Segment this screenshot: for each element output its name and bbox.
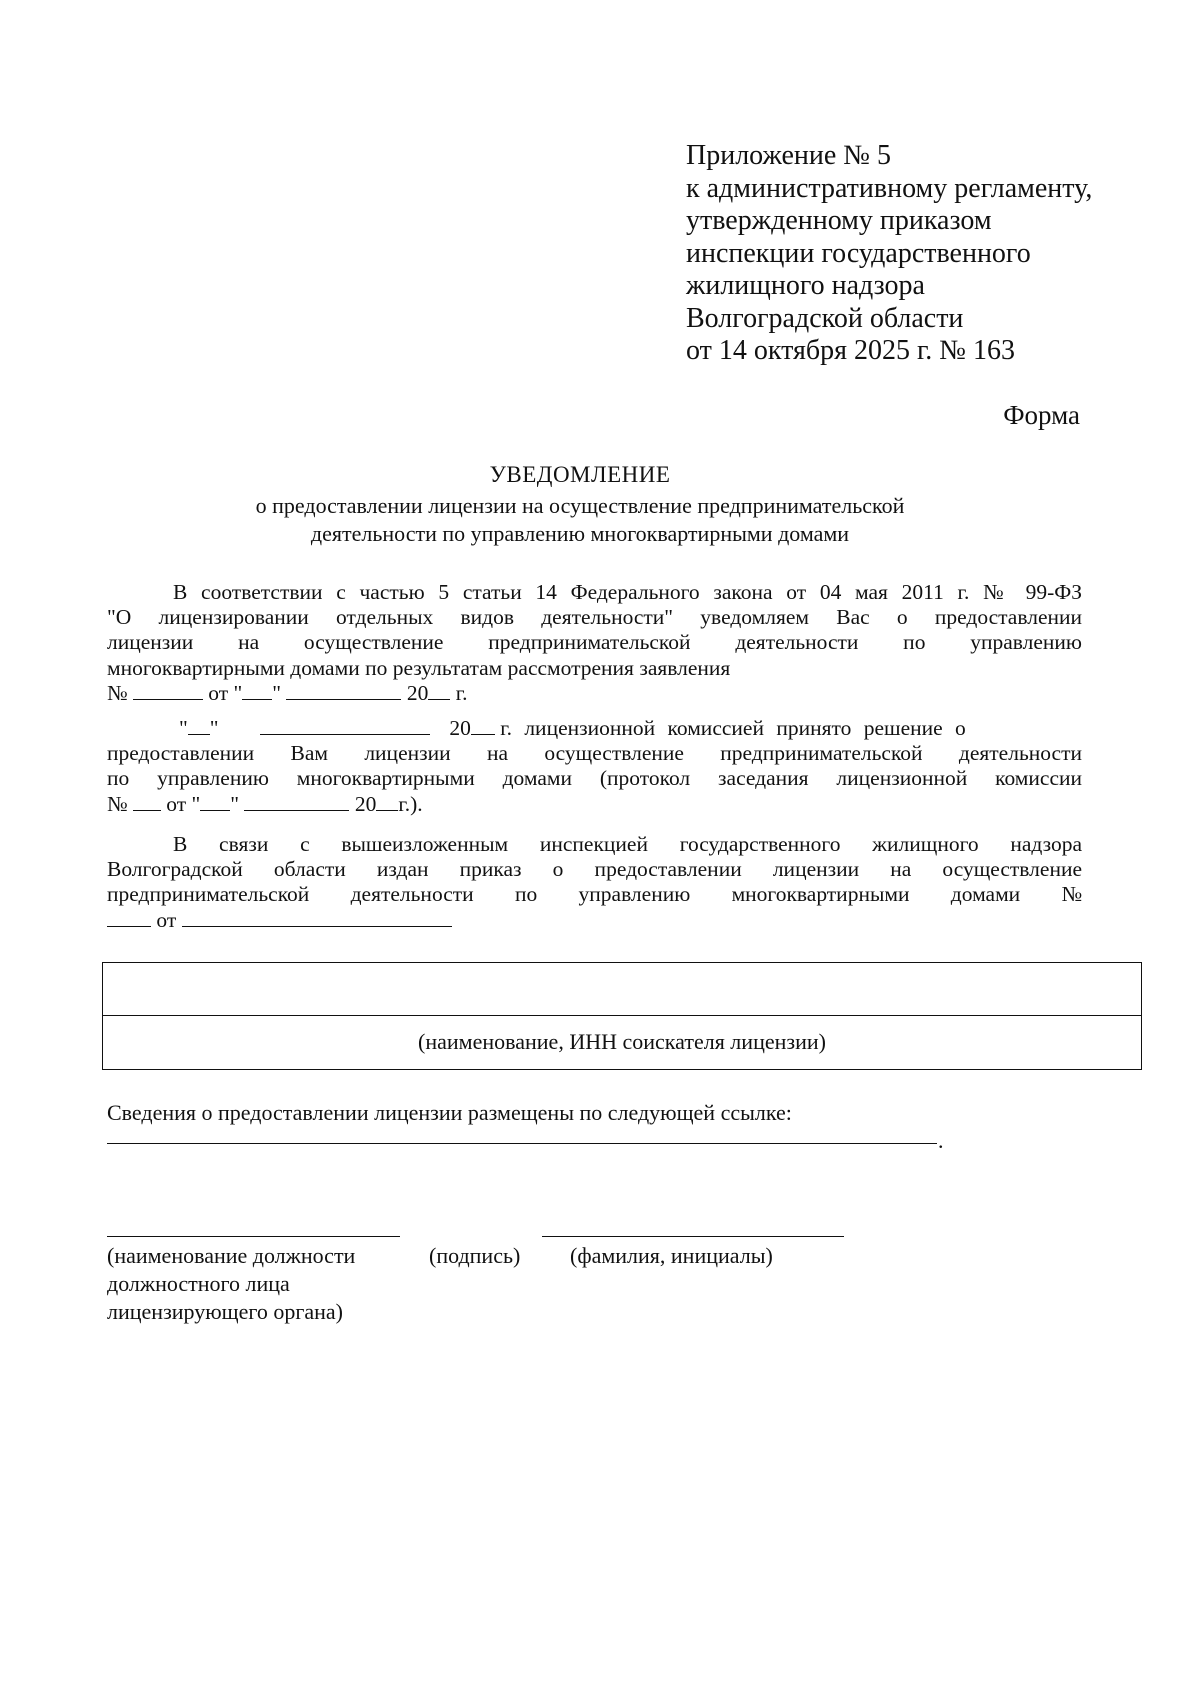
p2-line-2: предоставлении Вам лицензии на осуществление предпринимательской деятельности [107,741,1082,766]
p1-line-3: лицензии на осуществление предпринимательской деятельности по управлению [107,630,1082,655]
quote-close: " [272,680,282,705]
number-sign: № [107,791,128,816]
from-label: от [156,907,177,932]
p2-line-4 [107,792,1082,817]
name-signature-line[interactable] [542,1236,844,1237]
number-sign: № [107,680,128,705]
paragraph-1 [107,580,1082,706]
p3-line-4 [107,908,1082,933]
applicant-name-line[interactable] [103,1015,1141,1016]
decision-month-field[interactable] [260,716,430,735]
document-subtitle-line-2: деятельности по управлению многоквартирными домами [310,521,850,546]
position-caption-line-3: лицензирующего органа) [107,1299,344,1324]
position-caption [107,1242,355,1326]
application-day-field[interactable] [242,681,272,700]
p2-line-3: по управлению многоквартирными домами (протокол заседания лицензионной комиссии [107,766,1082,791]
protocol-number-field[interactable] [133,792,161,811]
year-prefix: 20 [449,716,471,740]
protocol-year-field[interactable] [376,792,398,811]
p3-line-1: В связи с вышеизложенным инспекцией государственного жилищного надзора [173,832,1082,856]
year-suffix: г. [455,680,468,705]
p1-line-2: "О лицензировании отдельных видов деятельности" уведомляем Вас о предоставлении [107,605,1082,630]
p2-line-1 [107,716,1082,741]
order-number-field[interactable] [107,908,151,927]
protocol-month-field[interactable] [244,792,349,811]
p2-line-1-tail: г. лицензионной комиссией принято решение о [500,716,966,740]
year-prefix: 20 [354,791,377,816]
appendix-line-7: от 14 октября 2025 г. № 163 [686,335,1016,366]
appendix-line-4: инспекции государственного [686,237,1031,269]
form-label: Форма [1003,400,1080,430]
signature-caption: (подпись) [429,1243,521,1268]
applicant-box-label: (наименование, ИНН соискателя лицензии) [418,1029,826,1054]
appendix-header [686,140,1156,368]
application-number-field[interactable] [133,681,203,700]
protocol-day-field[interactable] [200,792,230,811]
quote-close: " [209,716,219,740]
p3-line-3: предпринимательской деятельности по управлению многоквартирными домами № [107,882,1082,907]
from-label: от " [166,791,201,816]
link-line-dot: . [938,1128,944,1153]
quote-close: " [230,791,240,816]
from-label: от " [208,680,243,705]
position-caption-line-1: (наименование должности [107,1243,356,1268]
year-suffix: г.). [398,791,423,816]
p3-line-2: Волгоградской области издан приказ о предоставлении лицензии на осуществление [107,857,1082,882]
p1-line-5 [107,681,1082,706]
appendix-line-5: жилищного надзора [686,270,925,301]
decision-day-field[interactable] [188,716,210,735]
appendix-line-2: к административному регламенту, [686,172,1093,204]
year-prefix: 20 [406,680,429,705]
applicant-box [102,962,1142,1070]
application-year-field[interactable] [428,681,450,700]
paragraph-3 [107,832,1082,933]
appendix-line-3: утвержденному приказом [686,205,992,236]
application-month-field[interactable] [286,681,401,700]
appendix-line-1: Приложение № 5 [686,140,891,171]
license-link-text: Сведения о предоставлении лицензии размещены по следующей ссылке: [107,1100,792,1125]
position-signature-line[interactable] [107,1236,400,1237]
paragraph-2 [107,716,1082,817]
document-title: УВЕДОМЛЕНИЕ [489,462,671,487]
license-link-field[interactable] [107,1143,937,1144]
position-caption-line-2: должностного лица [107,1271,290,1296]
name-caption: (фамилия, инициалы) [570,1243,773,1268]
document-subtitle-line-1: о предоставлении лицензии на осуществление предпринимательской [255,493,905,518]
p1-line-4: многоквартирными домами по результатам рассмотрения заявления [107,655,731,680]
quote-open: " [179,716,188,740]
appendix-line-6: Волгоградской области [686,302,964,334]
order-date-field[interactable] [182,908,452,927]
decision-year-field[interactable] [471,716,495,735]
p1-line-1: В соответствии с частью 5 статьи 14 Федерального закона от 04 мая 2011 г. № 99-ФЗ [173,580,1082,604]
